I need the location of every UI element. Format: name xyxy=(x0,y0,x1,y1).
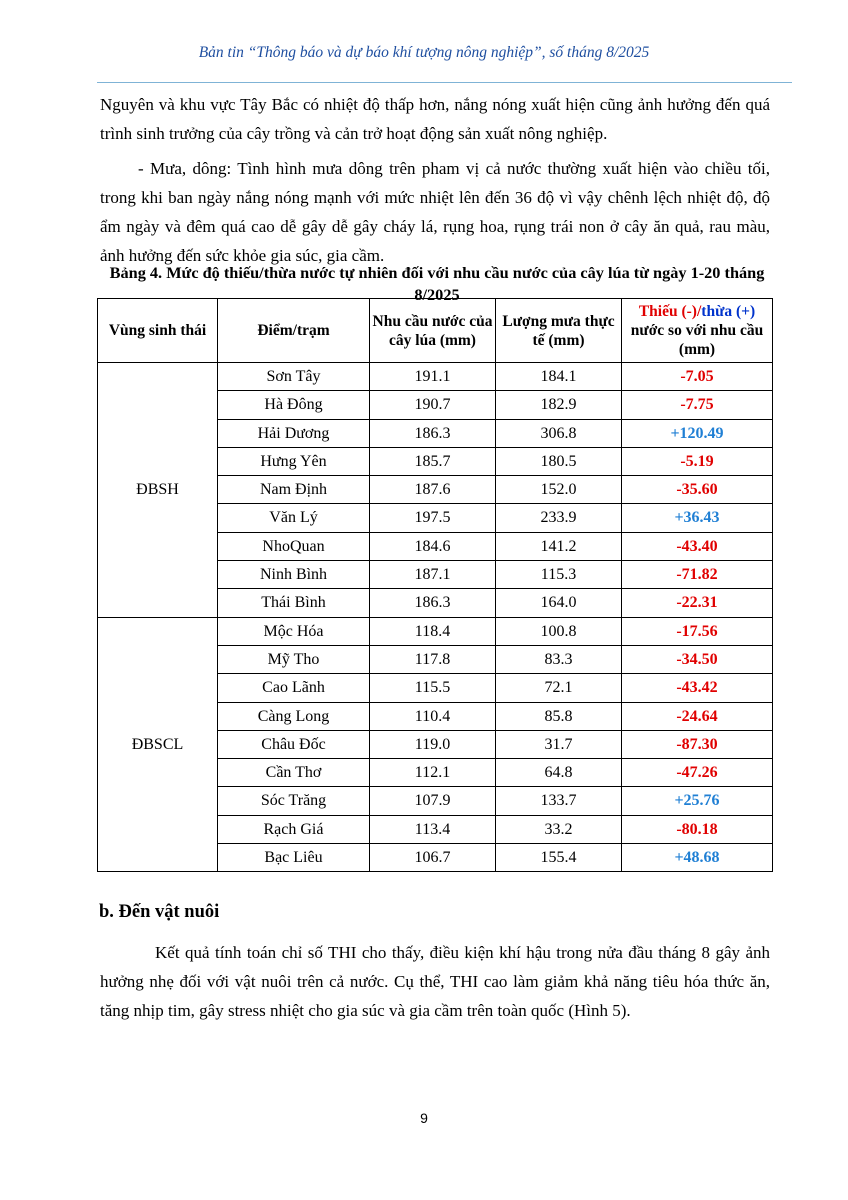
rain-cell: 31.7 xyxy=(496,730,622,758)
station-cell: Cao Lãnh xyxy=(218,674,370,702)
rain-cell: 306.8 xyxy=(496,419,622,447)
diff-cell: +25.76 xyxy=(622,787,773,815)
demand-cell: 186.3 xyxy=(370,419,496,447)
section-paragraph: Kết quả tính toán chỉ số THI cho thấy, điều kiện khí hậu trong nửa đầu tháng 8 gây ảnh hưởng nhẹ đối với vật nuôi trên cả nước. Cụ thể, THI cao làm giảm khả năng tiêu hóa thức ăn, tăng nhịp tim, gây stress nhiệt cho gia súc và gia cầm trên toàn quốc (Hình 5). xyxy=(100,943,770,1020)
demand-cell: 119.0 xyxy=(370,730,496,758)
demand-cell: 110.4 xyxy=(370,702,496,730)
rain-cell: 83.3 xyxy=(496,645,622,673)
station-cell: Hải Dương xyxy=(218,419,370,447)
rain-cell: 64.8 xyxy=(496,759,622,787)
table-caption: Bảng 4. Mức độ thiếu/thừa nước tự nhiên đối với nhu cầu nước của cây lúa từ ngày 1-20 tháng 8/2025 xyxy=(109,263,765,304)
rain-cell: 184.1 xyxy=(496,363,622,391)
demand-cell: 187.6 xyxy=(370,476,496,504)
section-title: b. Đến vật nuôi xyxy=(99,902,220,922)
diff-cell: -7.05 xyxy=(622,363,773,391)
water-balance-table xyxy=(97,298,773,872)
page-header: Bản tin “Thông báo và dự báo khí tượng nông nghiệp”, số tháng 8/2025 xyxy=(198,44,650,61)
paragraph-2: - Mưa, dông: Tình hình mưa dông trên pham vị cả nước thường xuất hiện vào chiều tối, trong khi ban ngày nắng nóng mạnh với mức nhiệt lên đến 36 độ vì vậy chênh lệch nhiệt độ, độ ẩm ngày và đêm quá cao dễ gây dễ gây cháy lá, rụng hoa, rụng trái non ở cây ăn quả, rau màu, ảnh hưởng đến sức khỏe gia súc, gia cầm. xyxy=(100,159,770,265)
station-cell: Châu Đốc xyxy=(218,730,370,758)
diff-cell: -35.60 xyxy=(622,476,773,504)
header-divider xyxy=(97,82,792,83)
rain-cell: 141.2 xyxy=(496,532,622,560)
diff-cell: -80.18 xyxy=(622,815,773,843)
diff-cell: -87.30 xyxy=(622,730,773,758)
station-cell: NhoQuan xyxy=(218,532,370,560)
diff-cell: -47.26 xyxy=(622,759,773,787)
diff-cell: -34.50 xyxy=(622,645,773,673)
header-diff-surplus: thừa (+) xyxy=(701,303,756,320)
diff-cell: +48.68 xyxy=(622,844,773,872)
demand-cell: 197.5 xyxy=(370,504,496,532)
station-cell: Bạc Liêu xyxy=(218,844,370,872)
demand-cell: 106.7 xyxy=(370,844,496,872)
diff-cell: -24.64 xyxy=(622,702,773,730)
table-row xyxy=(98,363,773,391)
diff-cell: -5.19 xyxy=(622,447,773,475)
demand-cell: 190.7 xyxy=(370,391,496,419)
station-cell: Sơn Tây xyxy=(218,363,370,391)
diff-cell: -43.42 xyxy=(622,674,773,702)
header-diff-deficit: Thiếu (-)/ xyxy=(638,303,702,320)
rain-cell: 72.1 xyxy=(496,674,622,702)
header-diff-rest: nước so với nhu cầu (mm) xyxy=(630,322,764,358)
header-demand: Nhu cầu nước của cây lúa (mm) xyxy=(370,299,496,363)
demand-cell: 186.3 xyxy=(370,589,496,617)
region-cell: ĐBSH xyxy=(98,363,218,618)
station-cell: Rạch Giá xyxy=(218,815,370,843)
station-cell: Càng Long xyxy=(218,702,370,730)
station-cell: Mộc Hóa xyxy=(218,617,370,645)
demand-cell: 113.4 xyxy=(370,815,496,843)
diff-cell: -22.31 xyxy=(622,589,773,617)
rain-cell: 152.0 xyxy=(496,476,622,504)
header-rain: Lượng mưa thực tế (mm) xyxy=(496,299,622,363)
diff-cell: -7.75 xyxy=(622,391,773,419)
station-cell: Văn Lý xyxy=(218,504,370,532)
demand-cell: 187.1 xyxy=(370,561,496,589)
station-cell: Ninh Bình xyxy=(218,561,370,589)
station-cell: Hưng Yên xyxy=(218,447,370,475)
page-number: 9 xyxy=(420,1110,428,1126)
rain-cell: 100.8 xyxy=(496,617,622,645)
station-cell: Mỹ Tho xyxy=(218,645,370,673)
station-cell: Nam Định xyxy=(218,476,370,504)
rain-cell: 85.8 xyxy=(496,702,622,730)
rain-cell: 233.9 xyxy=(496,504,622,532)
rain-cell: 133.7 xyxy=(496,787,622,815)
demand-cell: 107.9 xyxy=(370,787,496,815)
diff-cell: +120.49 xyxy=(622,419,773,447)
demand-cell: 118.4 xyxy=(370,617,496,645)
demand-cell: 112.1 xyxy=(370,759,496,787)
header-region: Vùng sinh thái xyxy=(98,299,218,363)
region-cell: ĐBSCL xyxy=(98,617,218,872)
station-cell: Hà Đông xyxy=(218,391,370,419)
demand-cell: 184.6 xyxy=(370,532,496,560)
demand-cell: 191.1 xyxy=(370,363,496,391)
header-station: Điểm/trạm xyxy=(218,299,370,363)
rain-cell: 33.2 xyxy=(496,815,622,843)
paragraph-1: Nguyên và khu vực Tây Bắc có nhiệt độ thấp hơn, nắng nóng xuất hiện cũng ảnh hưởng đến quá trình sinh trưởng của cây trồng và cản trở hoạt động sản xuất nông nghiệp. xyxy=(100,95,770,143)
diff-cell: -17.56 xyxy=(622,617,773,645)
table-row xyxy=(98,617,773,645)
demand-cell: 115.5 xyxy=(370,674,496,702)
rain-cell: 180.5 xyxy=(496,447,622,475)
diff-cell: +36.43 xyxy=(622,504,773,532)
demand-cell: 185.7 xyxy=(370,447,496,475)
rain-cell: 155.4 xyxy=(496,844,622,872)
demand-cell: 117.8 xyxy=(370,645,496,673)
diff-cell: -71.82 xyxy=(622,561,773,589)
rain-cell: 164.0 xyxy=(496,589,622,617)
station-cell: Cần Thơ xyxy=(218,759,370,787)
station-cell: Sóc Trăng xyxy=(218,787,370,815)
station-cell: Thái Bình xyxy=(218,589,370,617)
header-diff xyxy=(622,299,773,363)
rain-cell: 115.3 xyxy=(496,561,622,589)
table-body xyxy=(98,363,773,872)
diff-cell: -43.40 xyxy=(622,532,773,560)
table-header-row xyxy=(98,299,773,363)
rain-cell: 182.9 xyxy=(496,391,622,419)
